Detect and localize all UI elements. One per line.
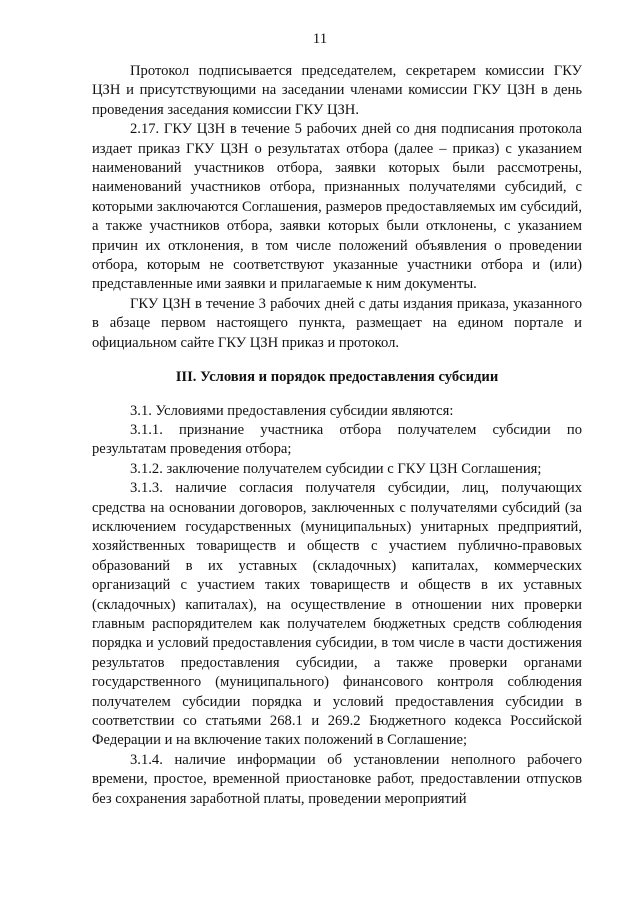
paragraph-protocol-signing: Протокол подписывается председателем, секретарем комиссии ГКУ ЦЗН и присутствующими на заседании членами комиссии ГКУ ЦЗН в день проведения заседания комиссии ГКУ ЦЗН. [92, 63, 582, 118]
paragraph-3-1-3: 3.1.3. наличие согласия получателя субсидии, лиц, получающих средства на основании договоров, заключенных с получателями субсидий (за исключением государственных (муниципальных) унитарных предприятий, хозяйственных товариществ и обществ с участием публично-правовых образований в их уставных (складочных) капиталах, коммерческих организаций с участием таких товариществ и обществ в их уставных (складочных) капиталах), на осуществление в отношении них проверки главным распорядителем как получателем бюджетных средств соблюдения порядка и условий предоставления субсидии, в том числе в части достижения результатов предоставления субсидии, а также проверки органами государственного (муниципального) финансового контроля соблюдения получателем субсидии порядка и условий предоставления субсидии в соответствии со статьями 268.1 и 269.2 Бюджетного кодекса Российской Федерации и на включение таких положений в Соглашение; [92, 480, 582, 749]
paragraph-2-17: 2.17. ГКУ ЦЗН в течение 5 рабочих дней со дня подписания протокола издает приказ ГКУ ЦЗН о результатах отбора (далее – приказ) с указанием наименований участников отбора, заявки которых были рассмотрены, наименований участников отбора, признанных получателями субсидий, с которыми заключаются Соглашения, размеров предоставляемых им субсидий, а также участников отбора, заявки которых были отклонены, с указанием причин их отклонения, в том числе положений объявления о проведении отбора, которым не соответствуют указанные участники отбора и (или) представленные ими заявки и прилагаемые к ним документы. [92, 121, 582, 293]
page-content [92, 62, 582, 809]
paragraph-publication: ГКУ ЦЗН в течение 3 рабочих дней с даты издания приказа, указанного в абзаце первом настоящего пункта, размещает на едином портале и официальном сайте ГКУ ЦЗН приказ и протокол. [92, 295, 582, 351]
paragraph-3-1-4: 3.1.4. наличие информации об установлении неполного рабочего времени, простое, временной приостановке работ, предоставлении отпусков без сохранения заработной платы, проведении мероприятий [92, 751, 582, 807]
section-heading: III. Условия и порядок предоставления субсидии [175, 369, 499, 386]
page-number: 11 [312, 31, 328, 47]
paragraph-3-1-2: 3.1.2. заключение получателем субсидии с ГКУ ЦЗН Соглашения; [130, 460, 542, 477]
paragraph-3-1-1: 3.1.1. признание участника отбора получателем субсидии по результатам проведения отбора; [92, 421, 582, 458]
paragraph-3-1: 3.1. Условиями предоставления субсидии являются: [130, 402, 454, 419]
